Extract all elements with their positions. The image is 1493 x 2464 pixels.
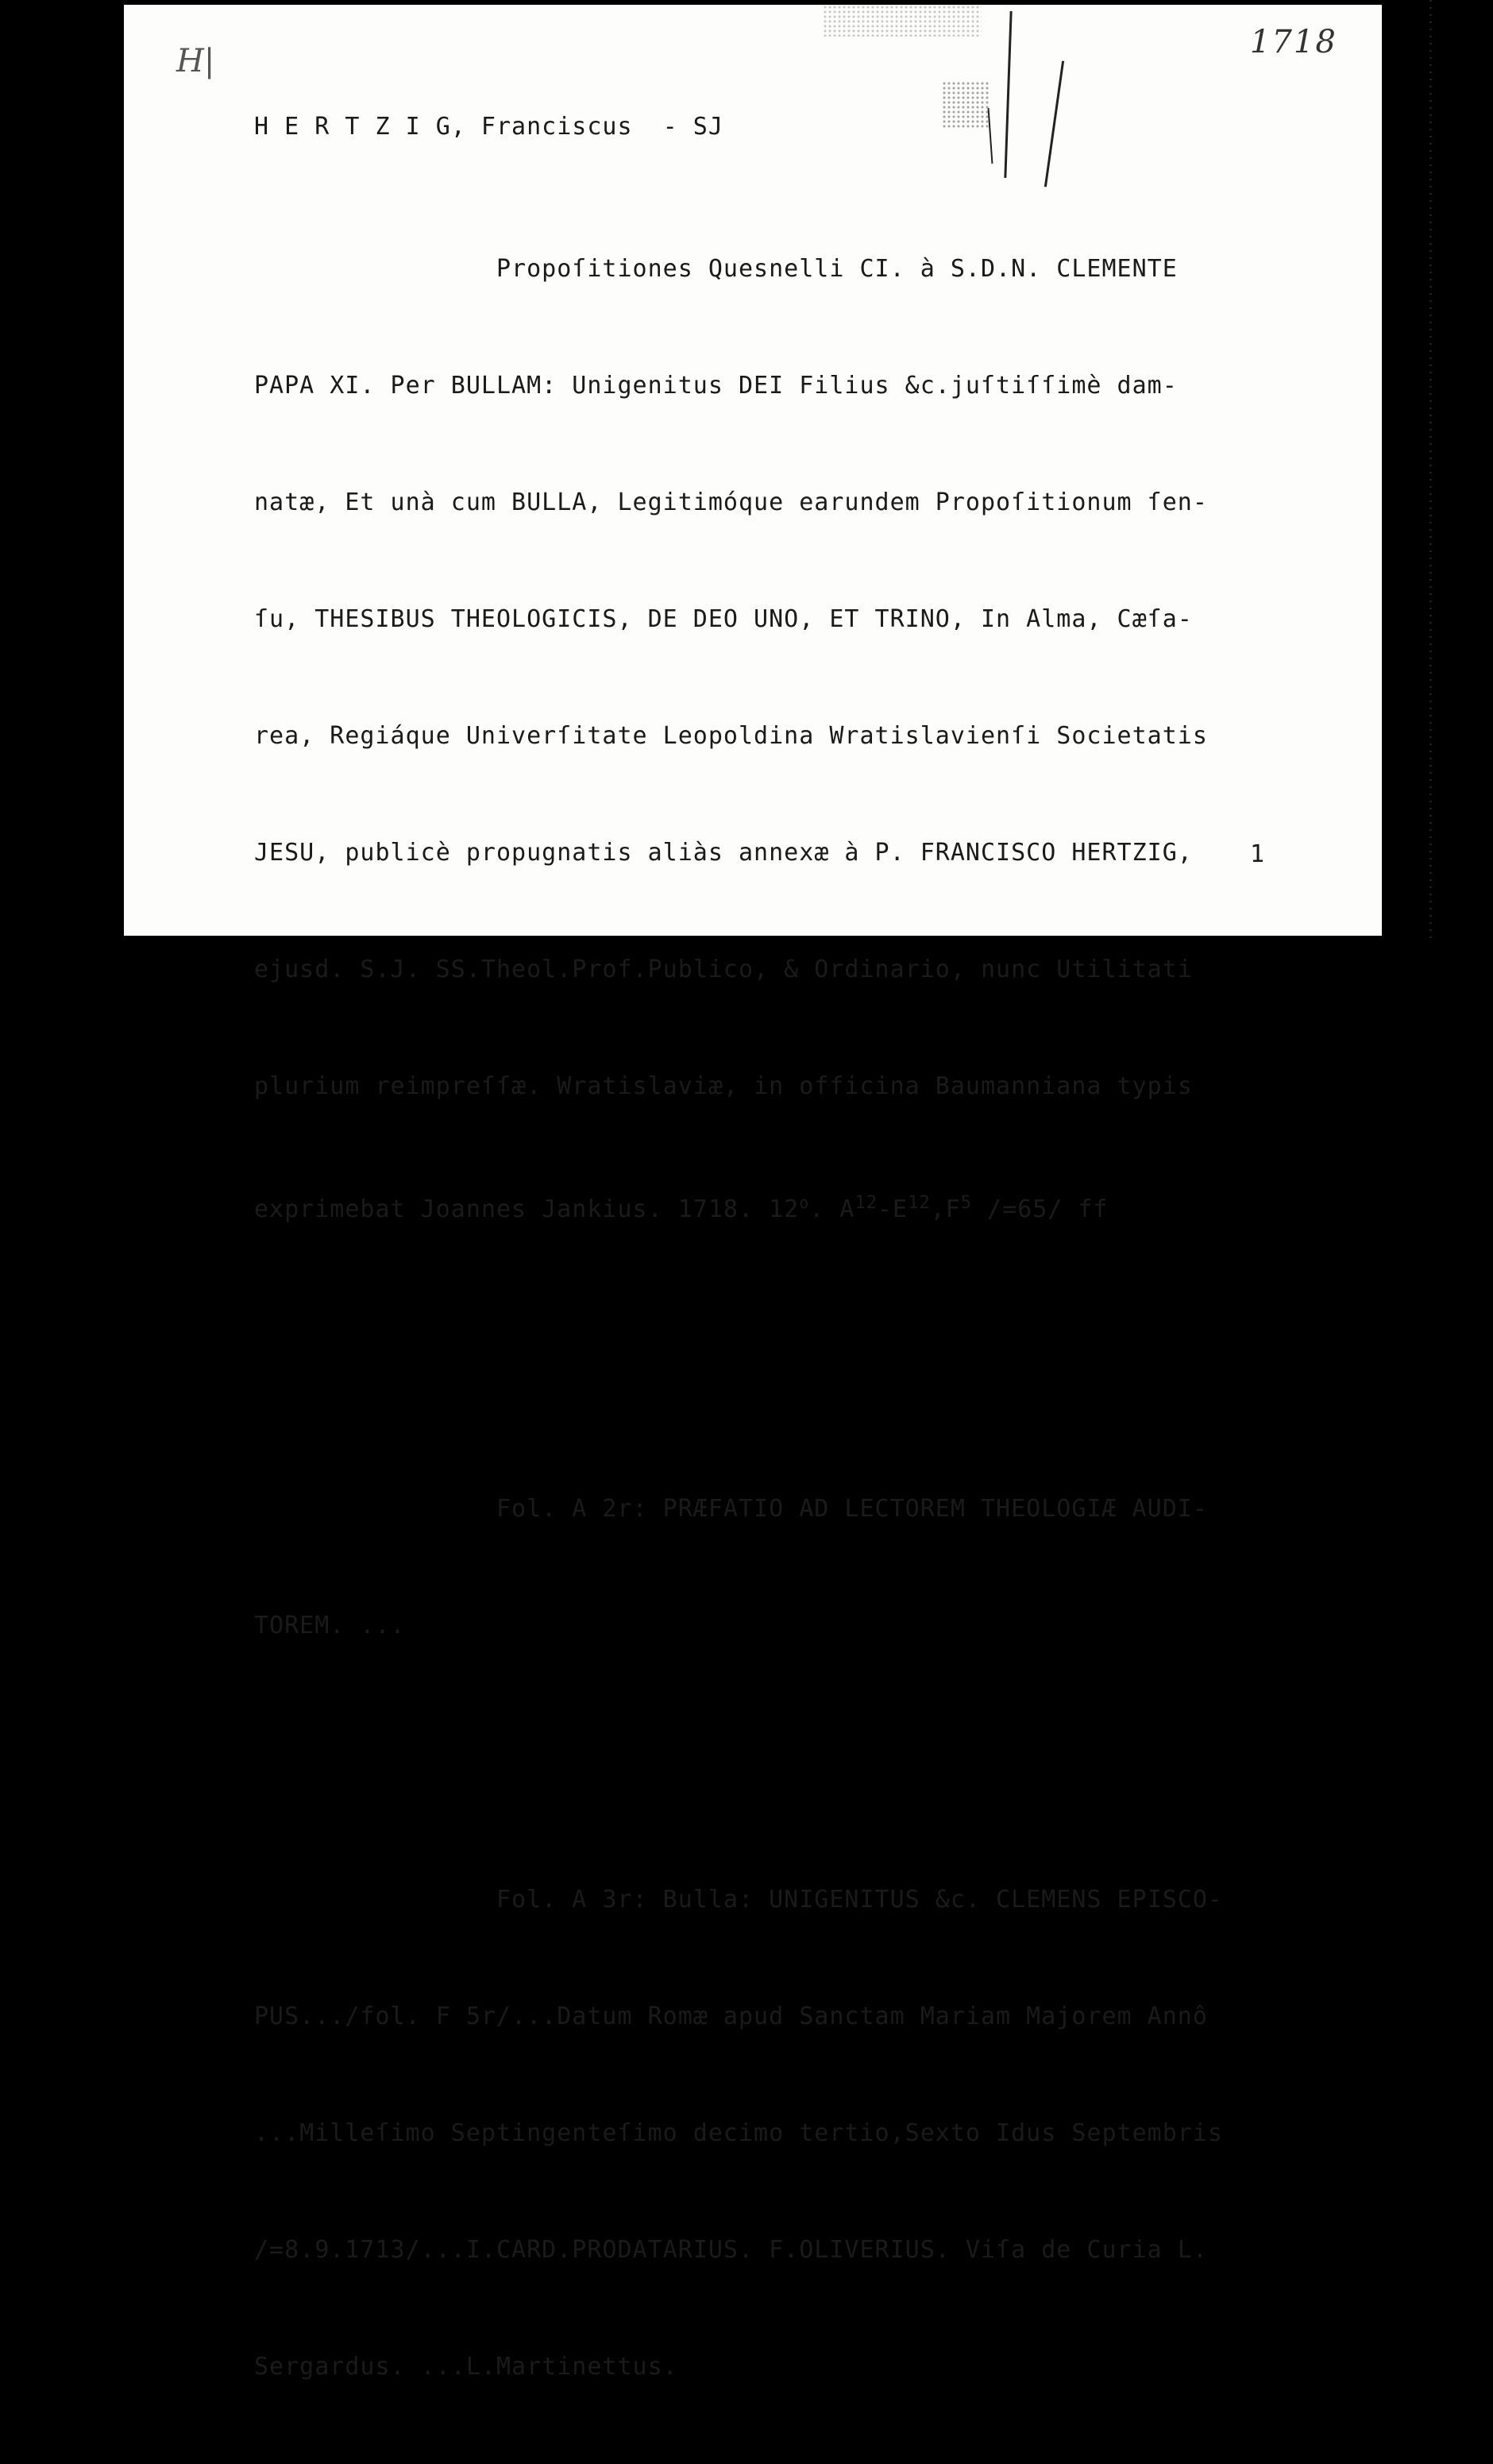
call-number-mark: 1718 bbox=[1250, 24, 1337, 60]
fol-a3-line: PUS.../fol. F 5r/...Datum Romæ apud Sanctam Mariam Majorem Annô bbox=[254, 2002, 1208, 2030]
body-line: plurium reimpreſſæ. Wratislaviæ, in officina Baumanniana typis bbox=[254, 1072, 1193, 1100]
body-line: natæ, Et unà cum BULLA, Legitimóque earundem Propoſitionum ſen- bbox=[254, 489, 1208, 516]
pen-stroke bbox=[1044, 61, 1064, 187]
pen-stroke bbox=[1004, 11, 1012, 178]
collation-signature-e: -E bbox=[877, 1195, 909, 1223]
ink-smudge bbox=[942, 81, 990, 129]
ink-smudge bbox=[823, 5, 982, 37]
page-number: 1 bbox=[1250, 840, 1266, 868]
fol-a2-line: Fol. A 2r: PRÆFATIO AD LECTOREM THEOLOGIÆ AUDI- bbox=[496, 1495, 1208, 1523]
card-body bbox=[254, 172, 1334, 2464]
catalog-card bbox=[124, 5, 1382, 2381]
scan-edge bbox=[1382, 0, 1493, 942]
body-line: rea, Regiáque Univerſitate Leopoldina Wratislavienſi Societatis bbox=[254, 722, 1208, 750]
collation-prefix: exprimebat Joannes Jankius. 1718. 12 bbox=[254, 1195, 800, 1223]
body-line: JESU, publicè propugnatis aliàs annexæ à P. FRANCISCO HERTZIG, bbox=[254, 839, 1193, 867]
corner-left-mark: H| bbox=[176, 43, 215, 79]
fol-a3-line: Sergardus. ...L.Martinettus. bbox=[254, 2353, 678, 2381]
collation-sup-a: 12 bbox=[855, 1193, 878, 1213]
collation-leaves: /=65/ ff bbox=[971, 1195, 1109, 1223]
collation-sup-f: 5 bbox=[960, 1193, 972, 1213]
collation-sup-e: 12 bbox=[908, 1193, 931, 1213]
collation-degree: o bbox=[799, 1193, 810, 1212]
card-heading: H E R T Z I G, Franciscus - SJ bbox=[254, 113, 723, 141]
section-gap bbox=[254, 1346, 1334, 1373]
collation-signature-f: ,F bbox=[930, 1195, 961, 1223]
fol-a3-line: Fol. A 3r: Bulla: UNIGENITUS &c. CLEMENS EPISCO- bbox=[496, 1886, 1223, 1914]
body-line: PAPA XI. Per BULLAM: Unigenitus DEI Filius &c.juſtiſſimè dam- bbox=[254, 372, 1178, 400]
fol-a3-line: ...Milleſimo Septingenteſimo decimo tertio,Sexto Idus Septembris bbox=[254, 2119, 1223, 2147]
body-line: ejusd. S.J. SS.Theol.Prof.Publico, & Ordinario, nunc Utilitati bbox=[254, 956, 1193, 983]
collation-signature-a: . A bbox=[809, 1195, 855, 1223]
body-line: Propoſitiones Quesnelli CI. à S.D.N. CLEMENTE bbox=[496, 255, 1178, 283]
section-gap bbox=[254, 1762, 1334, 1763]
fol-a2-line: TOREM. ... bbox=[254, 1612, 406, 1639]
fol-a3-line: /=8.9.1713/...I.CARD.PRODATARIUS. F.OLIVERIUS. Viſa de Curia L. bbox=[254, 2236, 1208, 2264]
body-line: ſu, THESIBUS THEOLOGICIS, DE DEO UNO, ET TRINO, In Alma, Cæſa- bbox=[254, 605, 1193, 633]
collation-line bbox=[254, 1184, 1334, 1229]
